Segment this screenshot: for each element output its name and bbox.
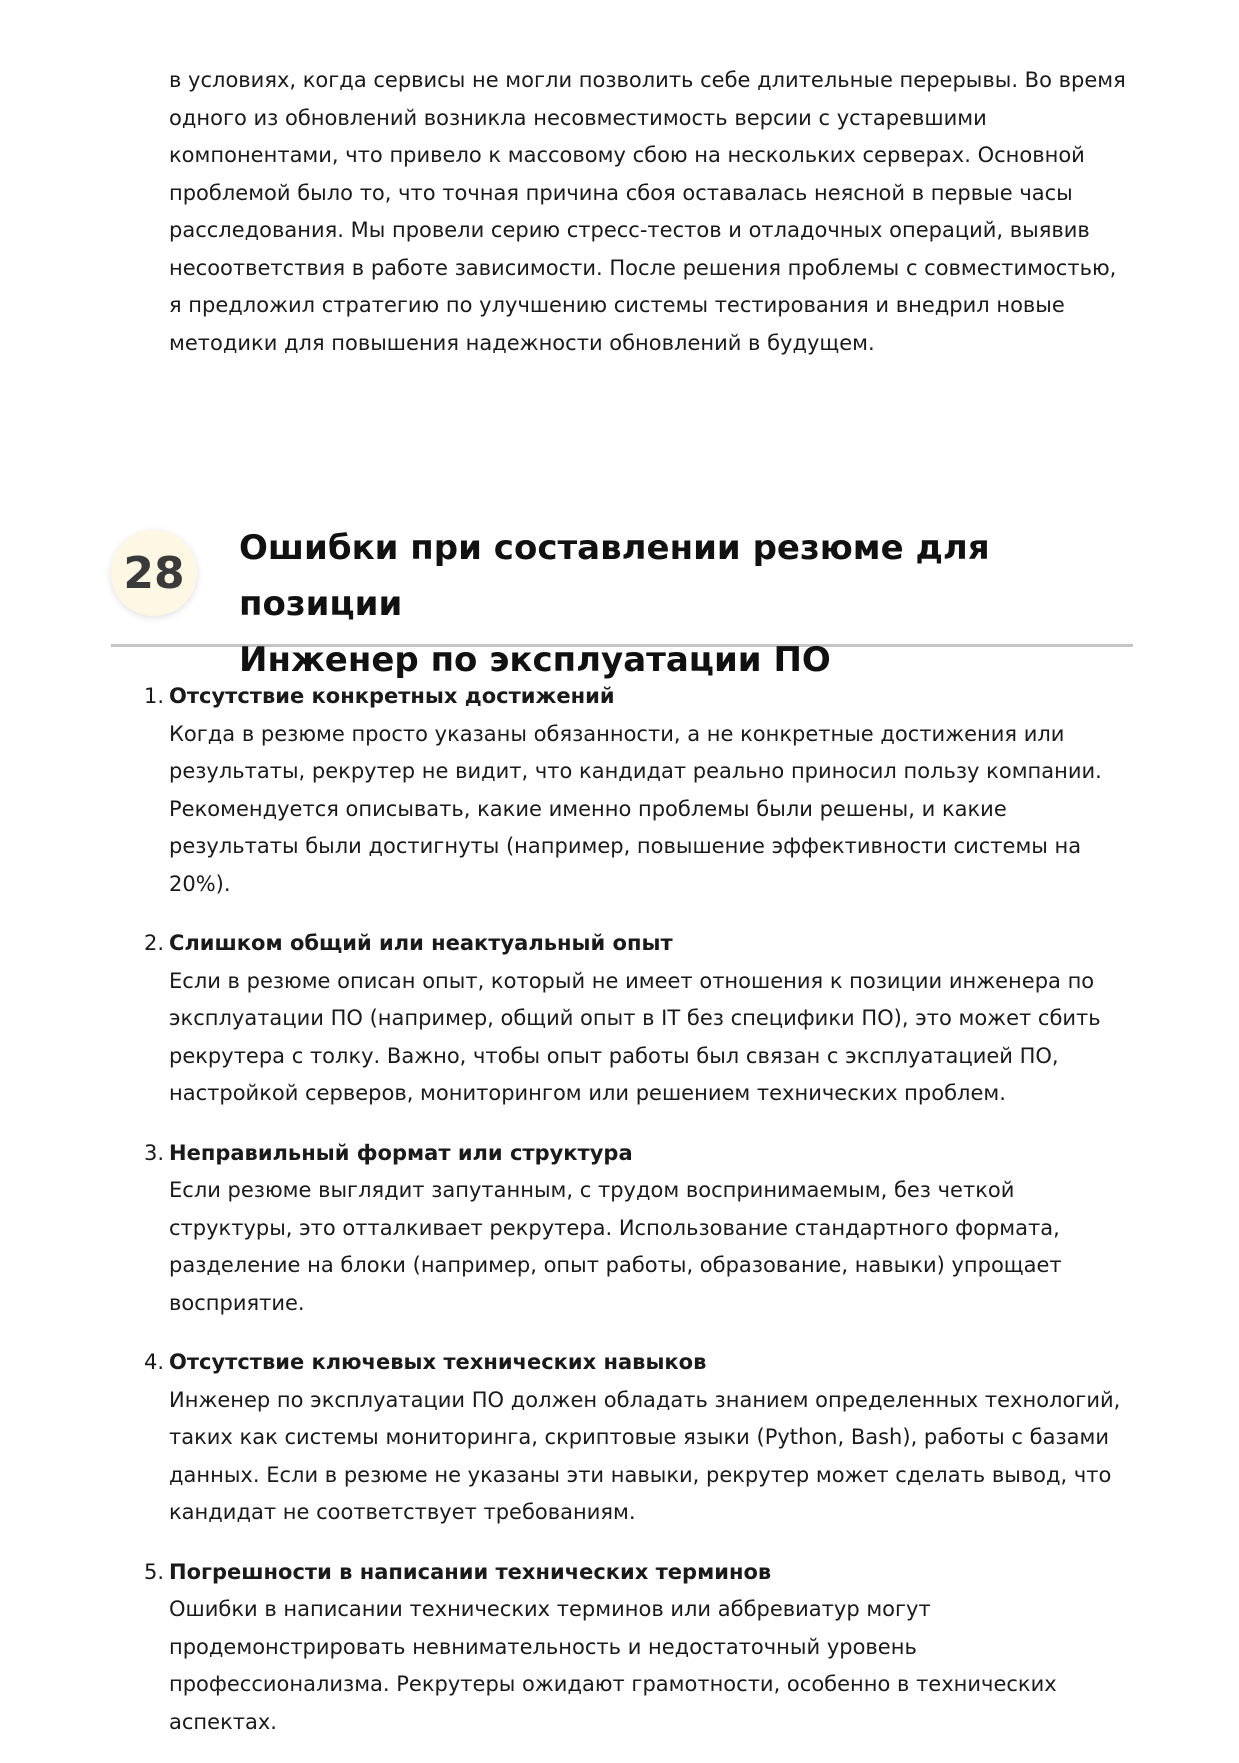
section-number-badge: 28 — [111, 530, 197, 616]
list-item — [144, 1554, 1129, 1742]
list-item-number: 1. — [144, 684, 165, 708]
section-title — [239, 520, 1119, 688]
list-item-title: Отсутствие конкретных достижений — [169, 684, 615, 708]
list-item — [144, 678, 1129, 903]
list-item-title: Слишком общий или неактуальный опыт — [169, 931, 673, 955]
list-item-number: 3. — [144, 1140, 165, 1165]
list-item — [144, 1344, 1129, 1532]
list-item-number: 5. — [144, 1559, 165, 1584]
list-item-text: Когда в резюме просто указаны обязанности, а не конкретные достижения или результаты, рекрутер не видит, что кандидат реально приносил пользу компании. Рекомендуется описывать, какие именно проблемы были решены, и какие результаты были достигнуты (например, повышение эффективности системы на 20%). — [169, 721, 1102, 896]
list-item-number: 2. — [144, 931, 165, 955]
list-item-title: Отсутствие ключевых технических навыков — [169, 1350, 707, 1374]
list-item — [144, 1135, 1129, 1323]
mistakes-list — [144, 678, 1129, 1763]
intro-paragraph: в условиях, когда сервисы не могли позволить себе длительные перерывы. Во время одного из обновлений возникла несовместимость версии с устаревшими компонентами, что привело к массовому сбою на нескольких серверах. Основной проблемой было то, что точная причина сбоя оставалась неясной в первые часы расследования. Мы провели серию стресс-тестов и отладочных операций, выявив несоответствия в работе зависимости. После решения проблемы с совместимостью, я предложил стратегию по улучшению системы тестирования и внедрил новые методики для повышения надежности обновлений в будущем. — [169, 68, 1126, 355]
section-title-line-1: Ошибки при составлении резюме для позиции — [239, 528, 990, 624]
list-item-text: Ошибки в написании технических терминов или аббревиатур могут продемонстрировать невнимательность и недостаточный уровень профессионализма. Рекрутеры ожидают грамотности, особенно в технических аспектах. — [169, 1597, 1057, 1734]
section-header — [111, 520, 1133, 680]
list-item-title: Погрешности в написании технических терминов — [169, 1559, 772, 1584]
list-item — [144, 925, 1129, 1113]
list-item-text: Если резюме выглядит запутанным, с трудом воспринимаемым, без четкой структуры, это отталкивает рекрутера. Использование стандартного формата, разделение на блоки (например, опыт работы, образование, навыки) упрощает восприятие. — [169, 1178, 1062, 1315]
list-item-text: Инженер по эксплуатации ПО должен обладать знанием определенных технологий, таких как системы мониторинга, скриптовые языки (Python, Bash), работы с базами данных. Если в резюме не указаны эти навыки, рекрутер может сделать вывод, что кандидат не соответствует требованиям. — [169, 1387, 1121, 1524]
list-item-number: 4. — [144, 1350, 165, 1374]
list-item-title: Неправильный формат или структура — [169, 1140, 633, 1165]
list-item-text: Если в резюме описан опыт, который не имеет отношения к позиции инженера по эксплуатации ПО (например, общий опыт в IT без специфики ПО), это может сбить рекрутера с толку. Важно, чтобы опыт работы был связан с эксплуатацией ПО, настройкой серверов, мониторингом или решением технических проблем. — [169, 968, 1101, 1105]
section-title-line-2: Инженер по эксплуатации ПО — [239, 640, 831, 680]
